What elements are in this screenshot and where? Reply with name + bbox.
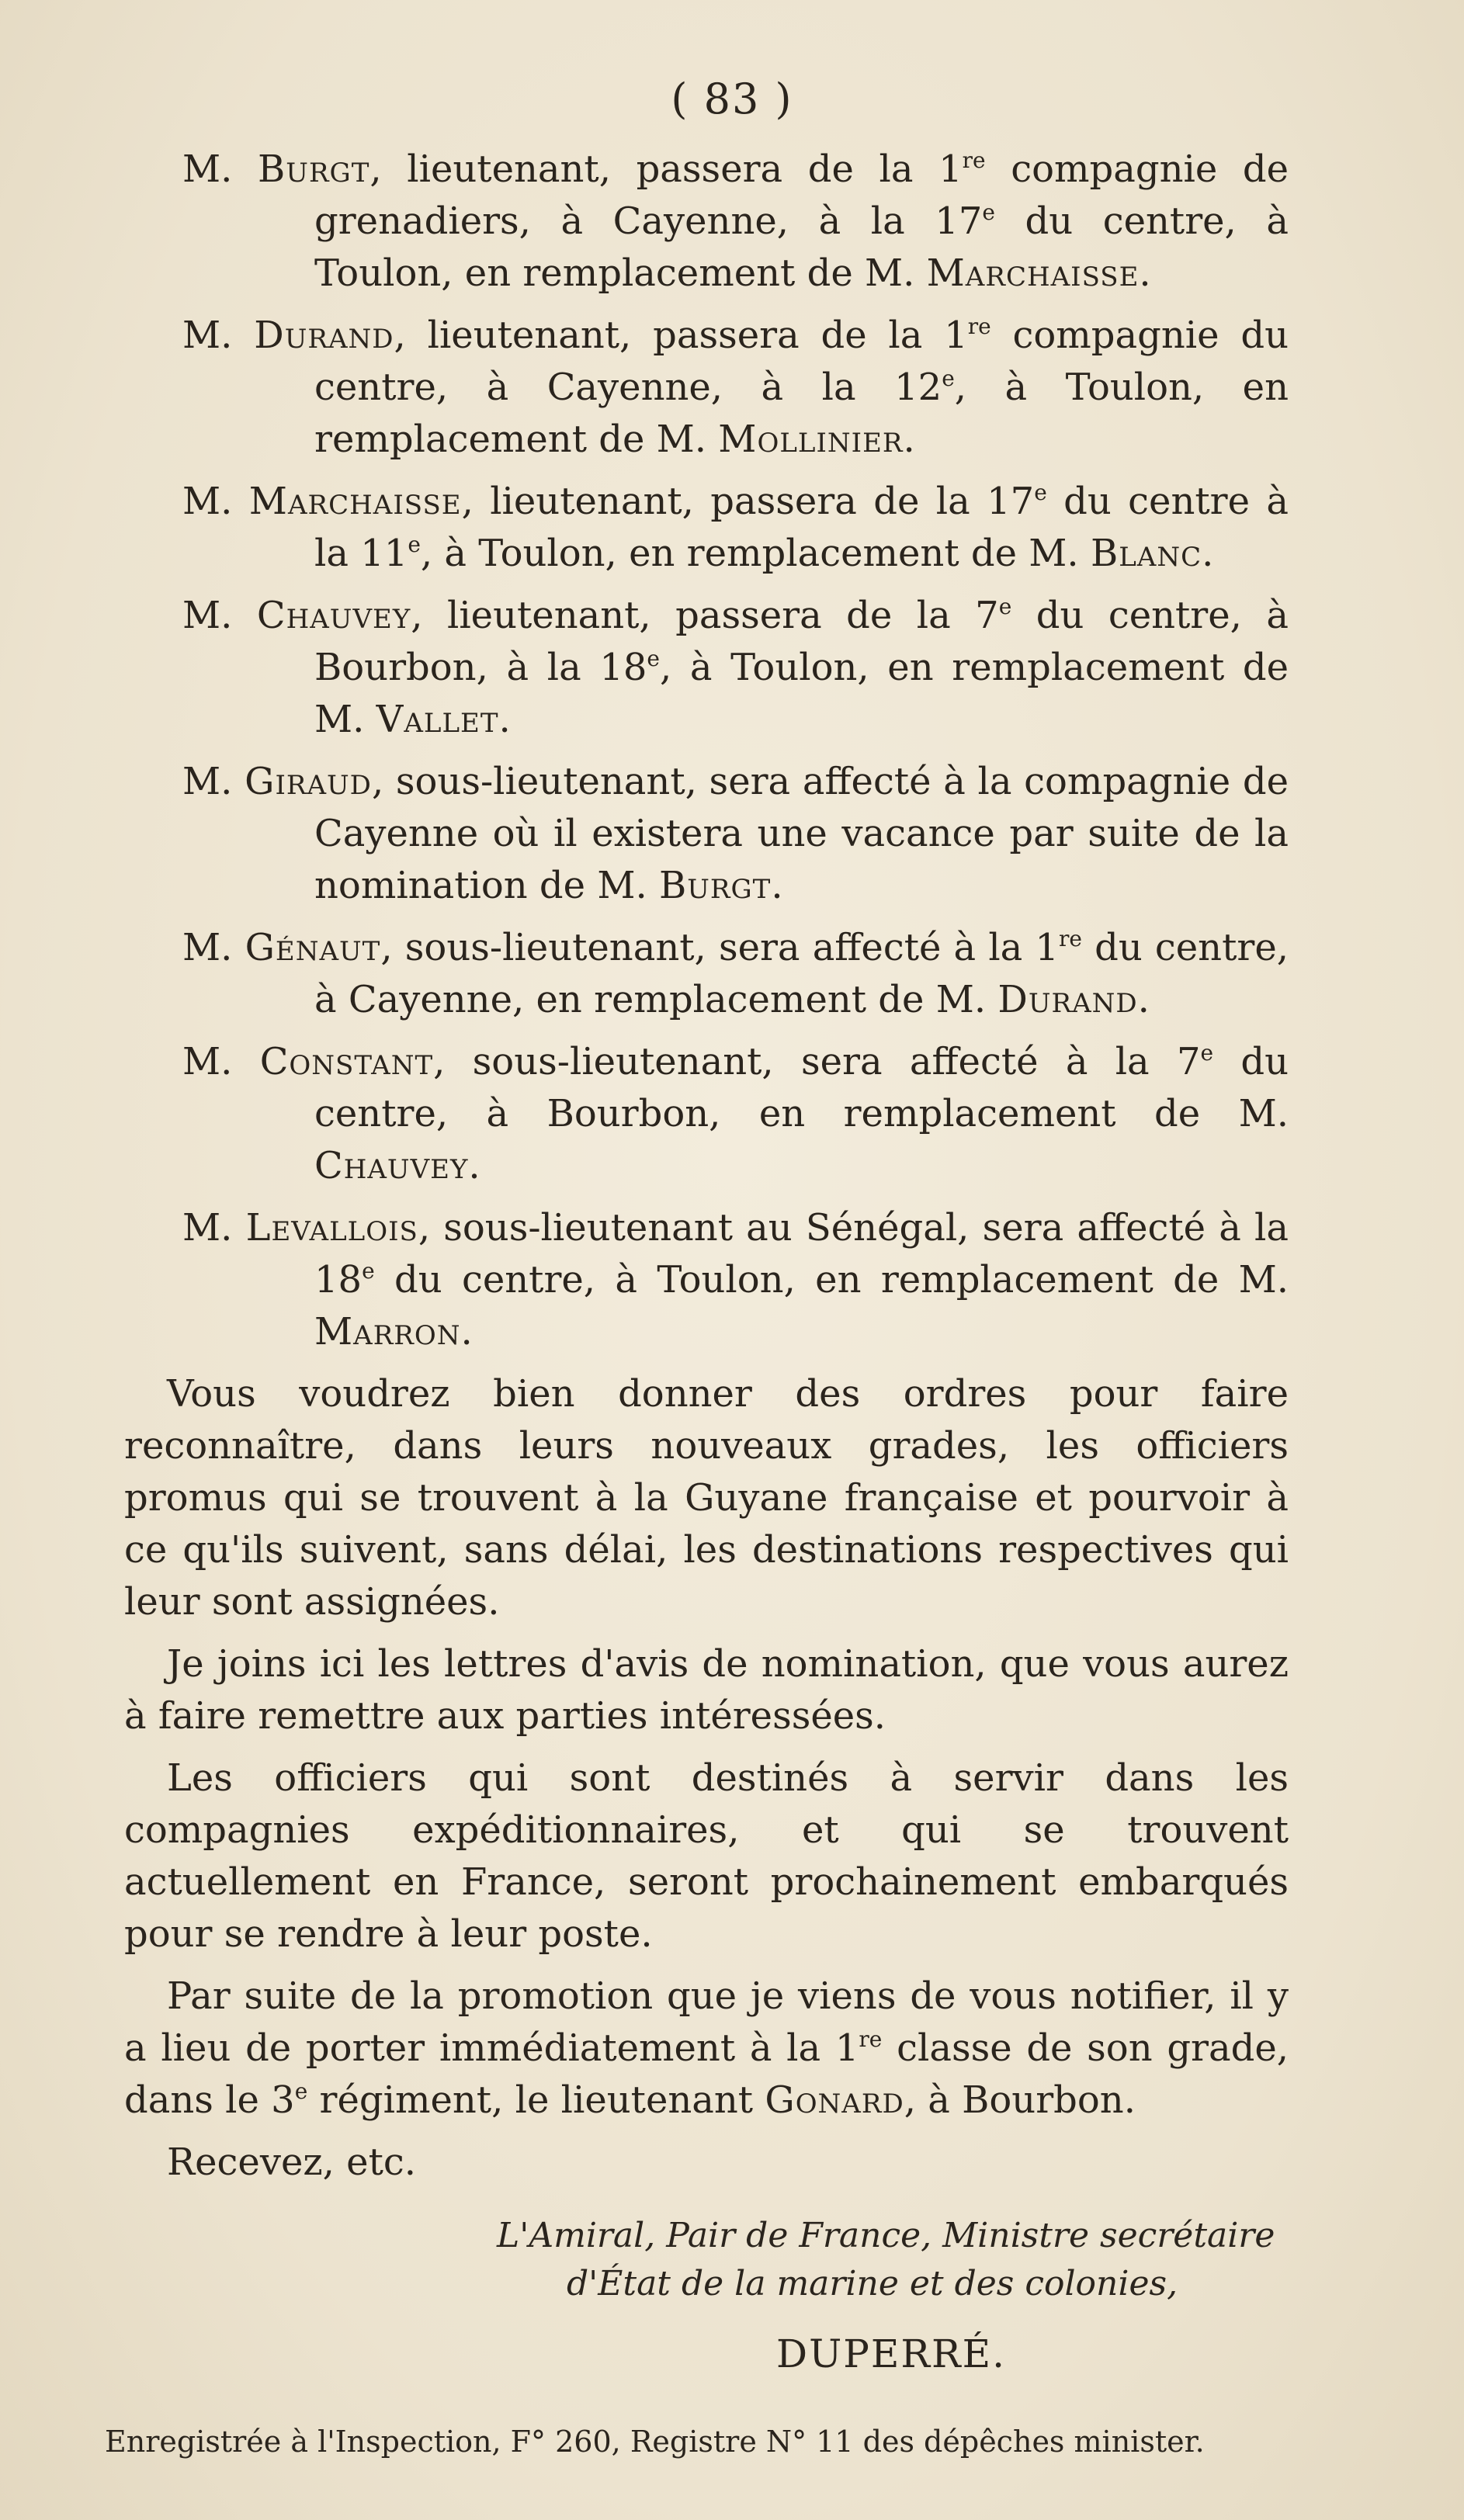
entry-name: Giraud [245, 760, 372, 803]
entry-end: . [468, 1144, 480, 1187]
entry-sup: e [362, 1258, 375, 1284]
entry-text: , lieutenant, passera de la 1 [369, 147, 963, 191]
entry-name: Durand [254, 314, 394, 357]
appointment-entry [124, 310, 1289, 466]
entry-text: , sous-lieutenant, sera affecté à la compagnie de Cayenne où il existera une vacance par suite de la nomination de M. [314, 760, 1289, 907]
signature-line-1: L'Amiral, Pair de France, Ministre secrétaire [497, 2216, 1275, 2255]
signature-title [124, 2212, 1289, 2308]
entry-prefix: M. [182, 314, 255, 357]
page-number: ( 83 ) [671, 75, 793, 123]
entry-name2: Vallet [376, 698, 499, 741]
appointment-entry [124, 756, 1289, 912]
entry-prefix: M. [182, 1040, 260, 1083]
entry-name2: Marchaisse [926, 251, 1140, 295]
appointment-list [124, 144, 1289, 1358]
entry-name2: Chauvey [314, 1144, 469, 1187]
entry-name: Levallois [245, 1206, 418, 1250]
entry-rest: du centre, à Toulon, en remplacement de M. [374, 1258, 1289, 1302]
paragraph-embarkation: Les officiers qui sont destinés à servir dans les compagnies expéditionnaires, et qui se trouvent actuellement en France, seront prochainement embarqués pour se rendre à leur poste. [124, 1756, 1289, 1956]
entry-rest: du centre à la 11 [314, 480, 1289, 575]
appointment-entry [124, 1036, 1289, 1192]
entry-end: . [498, 698, 511, 741]
appointment-entry [124, 476, 1289, 580]
entry-sup2: e [942, 366, 955, 391]
entry-prefix: M. [182, 594, 257, 637]
entry-sup: e [998, 594, 1012, 619]
entry-rest: du centre, à Bourbon, en remplacement de M. [314, 1040, 1289, 1135]
entry-rest2: , à Toulon, en remplacement de M. [314, 366, 1289, 461]
promotion-text-d: , à Bourbon. [904, 2078, 1136, 2122]
entry-name2: Mollinier [718, 418, 904, 461]
entry-sup2: e [408, 532, 421, 557]
entry-name2: Durand [997, 978, 1138, 1021]
entry-prefix: M. [182, 480, 249, 523]
entry-prefix: M. [182, 147, 258, 191]
entry-end: . [1137, 978, 1150, 1021]
paragraph-instructions: Vous voudrez bien donner des ordres pour faire reconnaître, dans leurs nouveaux grades, les officiers promus qui se trouvent à la Guyane française et pourvoir à ce qu'ils suivent, sans délai, les destinations respectives qui leur sont assignées. [124, 1372, 1289, 1624]
entry-rest: compagnie du centre, à Cayenne, à la 12 [314, 314, 1289, 409]
entry-name: Burgt [258, 147, 370, 191]
promotion-text-c: régiment, le lieutenant [307, 2078, 765, 2122]
appointment-entry [124, 922, 1289, 1026]
entry-name: Constant [259, 1040, 434, 1083]
closing-formula: Recevez, etc. [167, 2140, 416, 2184]
entry-rest: compagnie de grenadiers, à Cayenne, à la 17 [314, 147, 1289, 243]
entry-rest2: du centre, à Toulon, en remplacement de M. [314, 199, 1289, 295]
entry-rest: du centre, à Bourbon, à la 18 [314, 594, 1289, 689]
entry-prefix: M. [182, 926, 245, 969]
appointment-entry [124, 590, 1289, 746]
promotion-text-a: Par suite de la promotion que je viens de vous notifier, il y a lieu de porter immédiatement à la 1 [124, 1974, 1289, 2070]
entry-end: . [771, 864, 783, 907]
paragraph-promotion [124, 1971, 1289, 2127]
entry-rest2: , à Toulon, en remplacement de M. [314, 646, 1289, 741]
entry-text: , lieutenant, passera de la 7 [411, 594, 999, 637]
entry-end: . [460, 1310, 473, 1354]
entry-sup: re [962, 147, 986, 173]
promotion-name: Gonard [765, 2078, 904, 2122]
entry-name: Marchaisse [248, 480, 462, 523]
promotion-text-b: classe de son grade, dans le 3 [124, 2026, 1289, 2122]
entry-name2: Blanc [1090, 532, 1202, 575]
entry-text: , lieutenant, passera de la 1 [394, 314, 968, 357]
promotion-sup-1: re [859, 2026, 883, 2052]
entry-sup: re [1058, 926, 1082, 951]
entry-name: Chauvey [256, 594, 411, 637]
entry-sup2: e [647, 646, 660, 671]
entry-name2: Burgt [658, 864, 772, 907]
entry-end: . [903, 418, 915, 461]
entry-text: , lieutenant, passera de la 17 [461, 480, 1035, 523]
entry-end: . [1139, 251, 1151, 295]
entry-sup: e [1034, 480, 1047, 505]
entry-rest: du centre, à Cayenne, en remplacement de M. [314, 926, 1289, 1021]
entry-sup2: e [982, 199, 995, 225]
paragraph-enclosures: Je joins ici les lettres d'avis de nomination, que vous aurez à faire remettre aux parties intéressées. [124, 1642, 1289, 1738]
entry-rest2: , à Toulon, en remplacement de M. [420, 532, 1091, 575]
entry-sup: e [1200, 1040, 1214, 1066]
entry-text: , sous-lieutenant, sera affecté à la 1 [380, 926, 1059, 969]
entry-text: , sous-lieutenant au Sénégal, sera affecté à la 18 [314, 1206, 1289, 1302]
entry-text: , sous-lieutenant, sera affecté à la 7 [433, 1040, 1201, 1083]
entry-end: . [1202, 532, 1214, 575]
appointment-entry [124, 1202, 1289, 1358]
signer-name: DUPERRÉ. [776, 2331, 1007, 2376]
entry-prefix: M. [182, 1206, 246, 1250]
entry-name: Génaut [245, 926, 381, 969]
signature-line-2: d'État de la marine et des colonies, [567, 2264, 1178, 2303]
entry-prefix: M. [182, 760, 245, 803]
letter-body [105, 144, 1289, 2462]
entry-sup: re [967, 314, 991, 339]
registry-note: Enregistrée à l'Inspection, F° 260, Registre N° 11 des dépêches minister. [105, 2425, 1205, 2459]
promotion-sup-2: e [294, 2078, 308, 2104]
entry-name2: Marron [314, 1310, 461, 1354]
appointment-entry [124, 144, 1289, 300]
